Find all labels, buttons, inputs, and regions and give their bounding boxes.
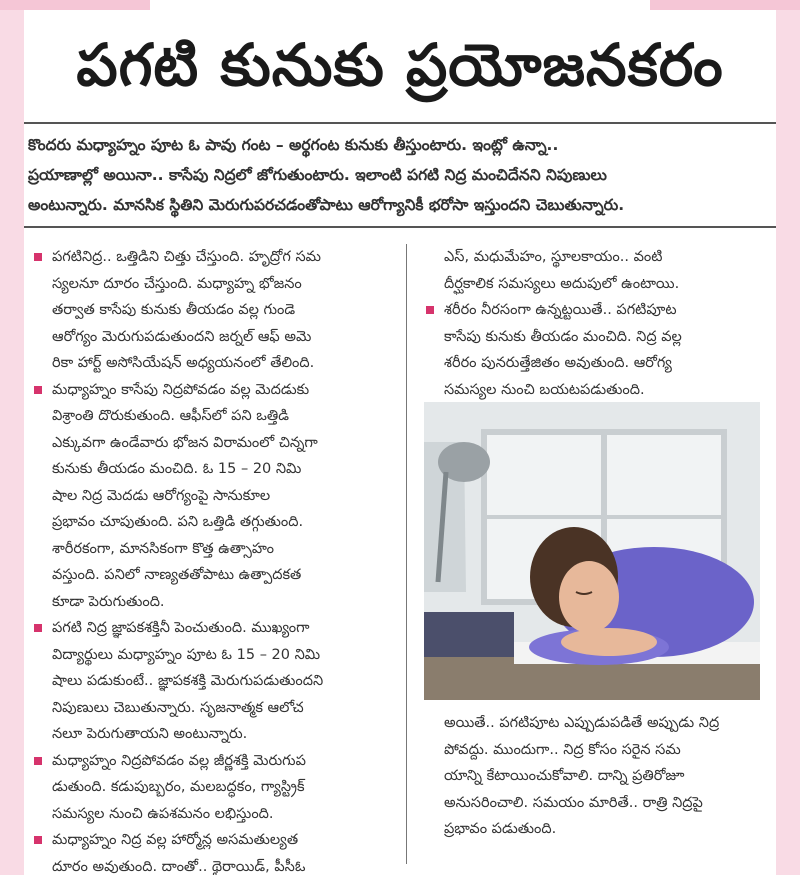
- left-margin-band: [0, 0, 24, 875]
- text-line: ఆరోగ్యం మెరుగుపడుతుందని జర్నల్ ఆఫ్ అమె: [52, 328, 312, 345]
- lede-paragraph: [24, 122, 776, 228]
- text-line: శరీరం పునరుత్తేజితం అవుతుంది. ఆరోగ్య: [444, 355, 672, 371]
- text-line: పగటి నిద్ర జ్ఞాపకశక్తినీ పెంచుతుంది. ముఖ్యంగా: [52, 620, 310, 636]
- article-sheet: [24, 10, 776, 875]
- text-line: నిపుణులు చెబుతున్నారు. సృజనాత్మక ఆలోచ: [52, 699, 304, 716]
- text-line: వస్తుంది. పనిలో నాణ్యతతోపాటు ఉత్పాదకత: [52, 567, 302, 583]
- text-line: విశ్రాంతి దొరుకుతుంది. ఆఫీస్‌లో పని ఒత్తిడి: [52, 408, 289, 424]
- bullet-point: [32, 244, 394, 377]
- lede-line: అంటున్నారు. మానసిక స్థితిని మెరుగుపరచడంతోపాటు ఆరోగ్యానికీ భరోసా ఇస్తుందని చెబుతున్నారు.: [28, 196, 625, 214]
- column-divider: [406, 244, 407, 864]
- bullet-point: [32, 827, 394, 875]
- sleeping-woman-photo: [424, 402, 760, 700]
- text-line: ఎక్కువగా ఉండేవారు భోజన విరామంలో చిన్నగా: [52, 434, 318, 451]
- text-line: దూరం అవుతుంది. దాంతో.. థైరాయిడ్, పీసీఓ: [52, 858, 306, 875]
- text-line: ప్రభావం పడుతుంది.: [444, 821, 557, 837]
- text-line: దీర్ఘకాలిక సమస్యలు అదుపులో ఉంటాయి.: [444, 275, 680, 292]
- text-line: షాలు పడుకుంటే.. జ్ఞాపకశక్తి మెరుగుపడుతుందని: [52, 673, 324, 689]
- bullet-point: [32, 377, 394, 616]
- lede-line: కొందరు మధ్యాహ్నం పూట ఓ పావు గంట – అర్థగంట కునుకు తీస్తుంటారు. ఇంట్లో ఉన్నా..: [28, 136, 559, 154]
- text-line: స్యలనూ దూరం చేస్తుంది. మధ్యాహ్న భోజనం: [52, 275, 302, 292]
- text-line: ప్రభావం చూపుతుంది. పని ఒత్తిడి తగ్గుతుంది.: [52, 514, 304, 530]
- bullet-point: [32, 615, 394, 748]
- text-line: శారీరకంగా, మానసికంగా కొత్త ఉత్సాహం: [52, 540, 275, 557]
- headline: పగటి కునుకు ప్రయోజనకరం: [76, 31, 724, 99]
- text-line: మధ్యాహ్నం కాసేపు నిద్రపోవడం వల్ల మెదడుకు: [52, 381, 310, 398]
- text-line: సమస్యల నుంచి బయటపడుతుంది.: [444, 381, 645, 398]
- text-line: పోవద్దు. ముందుగా.. నిద్ర కోసం సరైన సమ: [444, 741, 681, 758]
- text-line: డుతుంది. కడుపుబ్బరం, మలబద్ధకం, గ్యాస్ట్రిక్: [52, 779, 305, 795]
- closing-paragraph: [424, 710, 764, 843]
- top-accent-right: [650, 0, 800, 10]
- text-line: శరీరం నీరసంగా ఉన్నట్టయితే.. పగటిపూట: [444, 302, 677, 318]
- bullet-point: [32, 748, 394, 828]
- text-line: కూడా పెరుగుతుంది.: [52, 593, 165, 610]
- top-accent-left: [0, 0, 150, 10]
- text-line: కునుకు తీయడం మంచిది. ఓ 15 – 20 నిమి: [52, 461, 302, 477]
- photo-illustration: [424, 402, 760, 700]
- text-line: పగటినిద్ర.. ఒత్తిడిని చిత్తు చేస్తుంది. హృద్రోగ సమ: [52, 249, 321, 265]
- text-line: యాన్ని కేటాయించుకోవాలి. దాన్ని ప్రతిరోజూ: [444, 768, 685, 784]
- text-line: అనుసరించాలి. సమయం మారితే.. రాత్రి నిద్రపై: [444, 794, 703, 811]
- text-line: విద్యార్థులు మధ్యాహ్నం పూట ఓ 15 – 20 నిమి: [52, 646, 321, 663]
- right-margin-band: [776, 0, 800, 875]
- text-line: మధ్యాహ్నం నిద్ర వల్ల హార్మోన్ల అసమతుల్యత: [52, 832, 299, 848]
- text-line: కాసేపు కునుకు తీయడం మంచిది. నిద్ర వల్ల: [444, 328, 682, 345]
- text-line: రికా హార్ట్ అసోసియేషన్ అధ్యయనంలో తేలింది.: [52, 355, 315, 371]
- text-line: సమస్యల నుంచి ఉపశమనం లభిస్తుంది.: [52, 805, 274, 822]
- left-column: [32, 244, 394, 875]
- right-column: [424, 244, 764, 403]
- text-line: ఎస్, మధుమేహం, స్థూలకాయం.. వంటి: [444, 249, 663, 265]
- lede-line: ప్రయాణాల్లో అయినా.. కాసేపు నిద్రలో జోగుతుంటారు. ఇలాంటి పగటి నిద్ర మంచిదేనని నిపుణులు: [28, 166, 607, 184]
- text-line: తర్వాత కాసేపు కునుకు తీయడం వల్ల గుండె: [52, 302, 296, 318]
- text-line: అయితే.. పగటిపూట ఎప్పుడుపడితే అప్పుడు నిద్ర: [444, 715, 720, 731]
- continued-text: [424, 244, 764, 297]
- text-line: మధ్యాహ్నం నిద్రపోవడం వల్ల జీర్ణశక్తి మెరుగుప: [52, 752, 306, 769]
- bullet-point: [424, 297, 764, 403]
- text-line: షాల నిద్ర మెదడు ఆరోగ్యంపై సానుకూల: [52, 487, 271, 504]
- text-line: నలూ పెరుగుతాయని అంటున్నారు.: [52, 726, 248, 742]
